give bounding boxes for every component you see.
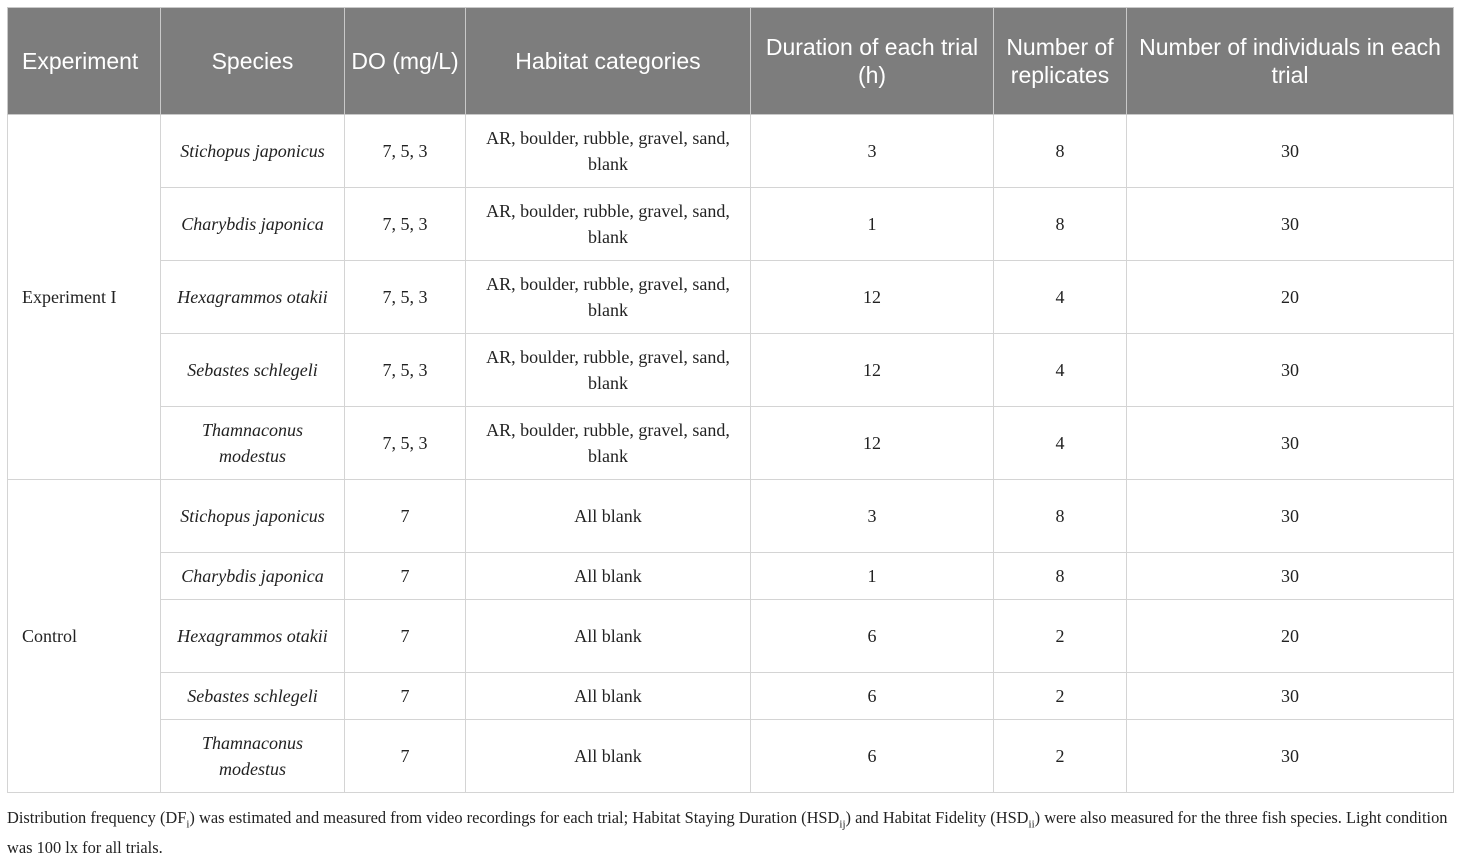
duration-cell: 1 bbox=[751, 188, 994, 261]
species-cell: Sebastes schlegeli bbox=[161, 673, 345, 720]
footnote-subscript: i bbox=[186, 818, 190, 831]
species-cell: Thamnaconus modestus bbox=[161, 720, 345, 793]
do-cell: 7 bbox=[345, 600, 466, 673]
replicates-cell: 2 bbox=[994, 600, 1127, 673]
habitat-cell: AR, boulder, rubble, gravel, sand, blank bbox=[466, 407, 751, 480]
species-cell: Hexagrammos otakii bbox=[161, 261, 345, 334]
footnote-text: ) was estimated and measured from video recordings for each trial; Habitat Staying Duration (HSD bbox=[189, 808, 840, 827]
table-row bbox=[8, 553, 1454, 600]
header-do: DO (mg/L) bbox=[345, 8, 466, 115]
table-row bbox=[8, 480, 1454, 553]
habitat-cell: All blank bbox=[466, 553, 751, 600]
species-cell: Stichopus japonicus bbox=[161, 115, 345, 188]
do-cell: 7, 5, 3 bbox=[345, 188, 466, 261]
duration-cell: 12 bbox=[751, 407, 994, 480]
table-row bbox=[8, 673, 1454, 720]
header-habitat: Habitat categories bbox=[466, 8, 751, 115]
habitat-cell: All blank bbox=[466, 720, 751, 793]
replicates-cell: 8 bbox=[994, 188, 1127, 261]
footnote-text: ) and Habitat Fidelity (HSD bbox=[845, 808, 1029, 827]
duration-cell: 3 bbox=[751, 115, 994, 188]
table-row bbox=[8, 188, 1454, 261]
header-duration: Duration of each trial (h) bbox=[751, 8, 994, 115]
table-row bbox=[8, 334, 1454, 407]
table-row bbox=[8, 600, 1454, 673]
individuals-cell: 30 bbox=[1127, 673, 1454, 720]
footnote-text: Distribution frequency (DF bbox=[7, 808, 187, 827]
species-cell: Charybdis japonica bbox=[161, 553, 345, 600]
do-cell: 7 bbox=[345, 720, 466, 793]
individuals-cell: 30 bbox=[1127, 334, 1454, 407]
group-label: Control bbox=[8, 480, 161, 793]
replicates-cell: 8 bbox=[994, 115, 1127, 188]
replicates-cell: 4 bbox=[994, 407, 1127, 480]
table-footnote bbox=[7, 806, 1457, 860]
footnote-subscript: ii bbox=[1028, 818, 1035, 831]
do-cell: 7, 5, 3 bbox=[345, 334, 466, 407]
footnote-subscript: ij bbox=[839, 818, 846, 831]
species-cell: Sebastes schlegeli bbox=[161, 334, 345, 407]
habitat-cell: AR, boulder, rubble, gravel, sand, blank bbox=[466, 334, 751, 407]
habitat-cell: All blank bbox=[466, 600, 751, 673]
replicates-cell: 2 bbox=[994, 673, 1127, 720]
duration-cell: 6 bbox=[751, 673, 994, 720]
header-row bbox=[8, 8, 1454, 115]
individuals-cell: 30 bbox=[1127, 407, 1454, 480]
header-replicates: Number of replicates bbox=[994, 8, 1127, 115]
do-cell: 7, 5, 3 bbox=[345, 261, 466, 334]
habitat-cell: All blank bbox=[466, 673, 751, 720]
habitat-cell: AR, boulder, rubble, gravel, sand, blank bbox=[466, 188, 751, 261]
header-species: Species bbox=[161, 8, 345, 115]
species-cell: Charybdis japonica bbox=[161, 188, 345, 261]
habitat-cell: AR, boulder, rubble, gravel, sand, blank bbox=[466, 261, 751, 334]
duration-cell: 6 bbox=[751, 720, 994, 793]
species-cell: Hexagrammos otakii bbox=[161, 600, 345, 673]
group-label: Experiment I bbox=[8, 115, 161, 480]
do-cell: 7, 5, 3 bbox=[345, 407, 466, 480]
individuals-cell: 30 bbox=[1127, 553, 1454, 600]
individuals-cell: 30 bbox=[1127, 720, 1454, 793]
individuals-cell: 30 bbox=[1127, 115, 1454, 188]
replicates-cell: 8 bbox=[994, 553, 1127, 600]
replicates-cell: 4 bbox=[994, 261, 1127, 334]
species-cell: Stichopus japonicus bbox=[161, 480, 345, 553]
replicates-cell: 4 bbox=[994, 334, 1127, 407]
footnote-text: ) were also measured for the three fish species. Light condition was 100 lx for all trials. bbox=[7, 808, 1448, 858]
duration-cell: 1 bbox=[751, 553, 994, 600]
duration-cell: 3 bbox=[751, 480, 994, 553]
do-cell: 7 bbox=[345, 673, 466, 720]
replicates-cell: 8 bbox=[994, 480, 1127, 553]
replicates-cell: 2 bbox=[994, 720, 1127, 793]
do-cell: 7 bbox=[345, 553, 466, 600]
duration-cell: 6 bbox=[751, 600, 994, 673]
species-cell: Thamnaconus modestus bbox=[161, 407, 345, 480]
duration-cell: 12 bbox=[751, 334, 994, 407]
duration-cell: 12 bbox=[751, 261, 994, 334]
individuals-cell: 20 bbox=[1127, 261, 1454, 334]
table-row bbox=[8, 115, 1454, 188]
individuals-cell: 30 bbox=[1127, 188, 1454, 261]
habitat-cell: All blank bbox=[466, 480, 751, 553]
habitat-cell: AR, boulder, rubble, gravel, sand, blank bbox=[466, 115, 751, 188]
header-individuals: Number of individuals in each trial bbox=[1127, 8, 1454, 115]
do-cell: 7 bbox=[345, 480, 466, 553]
table-row bbox=[8, 261, 1454, 334]
do-cell: 7, 5, 3 bbox=[345, 115, 466, 188]
header-experiment: Experiment bbox=[8, 8, 161, 115]
individuals-cell: 30 bbox=[1127, 480, 1454, 553]
individuals-cell: 20 bbox=[1127, 600, 1454, 673]
table-row bbox=[8, 720, 1454, 793]
table-row bbox=[8, 407, 1454, 480]
data-table bbox=[7, 7, 1454, 793]
